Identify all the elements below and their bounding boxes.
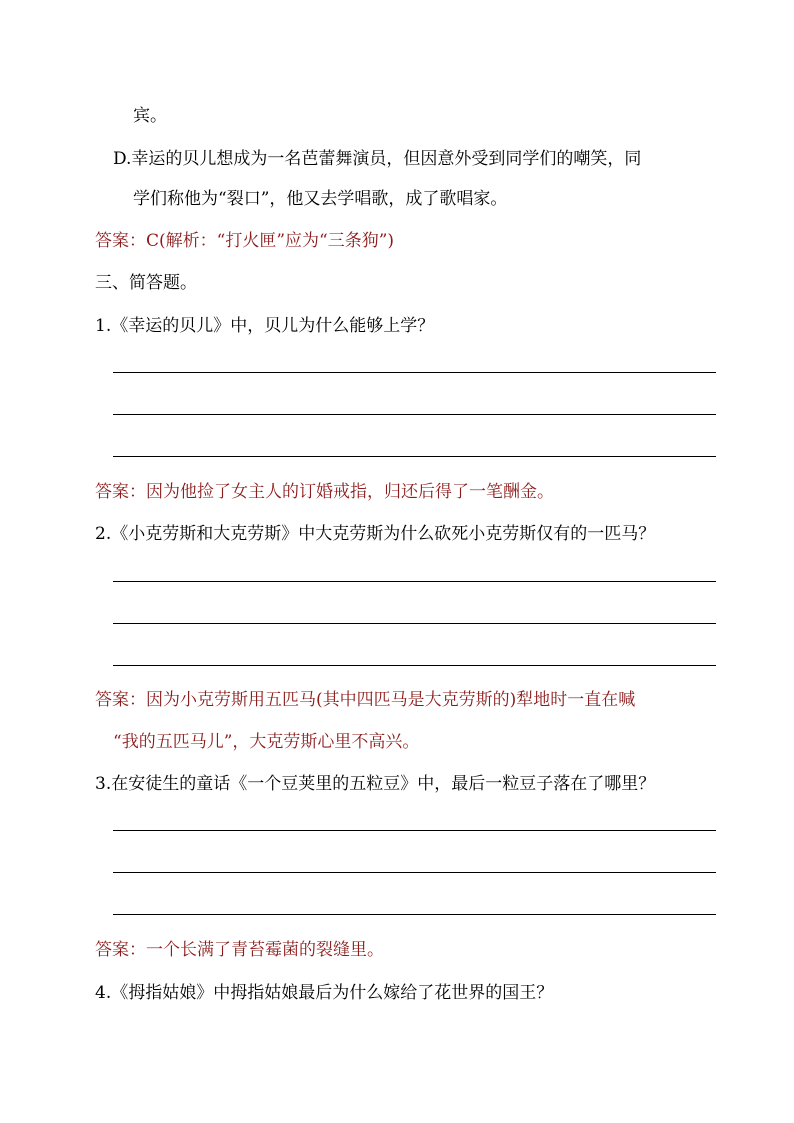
- question-2: 2.《小克劳斯和大克劳斯》中大克劳斯为什么砍死小克劳斯仅有的一匹马？: [95, 524, 656, 544]
- answer-mc: 答案：C(解析：“打火匣”应为“三条狗”): [95, 231, 395, 251]
- answer-blank-line[interactable]: [113, 872, 716, 873]
- answer-blank-line[interactable]: [113, 414, 716, 415]
- answer-3: 答案：一个长满了青苔霉菌的裂缝里。: [95, 940, 384, 960]
- option-c-continuation: 宾。: [133, 106, 167, 126]
- answer-blank-line[interactable]: [113, 623, 716, 624]
- answer-blank-line[interactable]: [113, 372, 716, 373]
- answer-2-continuation: “我的五匹马儿”，大克劳斯心里不高兴。: [113, 732, 420, 752]
- answer-blank-line[interactable]: [113, 456, 716, 457]
- question-3: 3.在安徒生的童话《一个豆荚里的五粒豆》中，最后一粒豆子落在了哪里？: [95, 774, 656, 794]
- question-1: 1.《幸运的贝儿》中，贝儿为什么能够上学？: [95, 316, 435, 336]
- section-heading: 三、简答题。: [95, 273, 197, 293]
- answer-blank-line[interactable]: [113, 830, 716, 831]
- answer-blank-line[interactable]: [113, 581, 716, 582]
- answer-blank-line[interactable]: [113, 914, 716, 915]
- option-d-continuation: 学们称他为“裂口”，他又去学唱歌，成了歌唱家。: [133, 189, 508, 209]
- answer-blank-line[interactable]: [113, 665, 716, 666]
- option-d-text: D.幸运的贝儿想成为一名芭蕾舞演员，但因意外受到同学们的嘲笑，同: [113, 149, 642, 169]
- answer-1: 答案：因为他捡了女主人的订婚戒指，归还后得了一笔酬金。: [95, 482, 554, 502]
- answer-2: 答案：因为小克劳斯用五匹马(其中四匹马是大克劳斯的)犁地时一直在喊: [95, 690, 636, 710]
- question-4: 4.《拇指姑娘》中拇指姑娘最后为什么嫁给了花世界的国王？: [95, 983, 554, 1003]
